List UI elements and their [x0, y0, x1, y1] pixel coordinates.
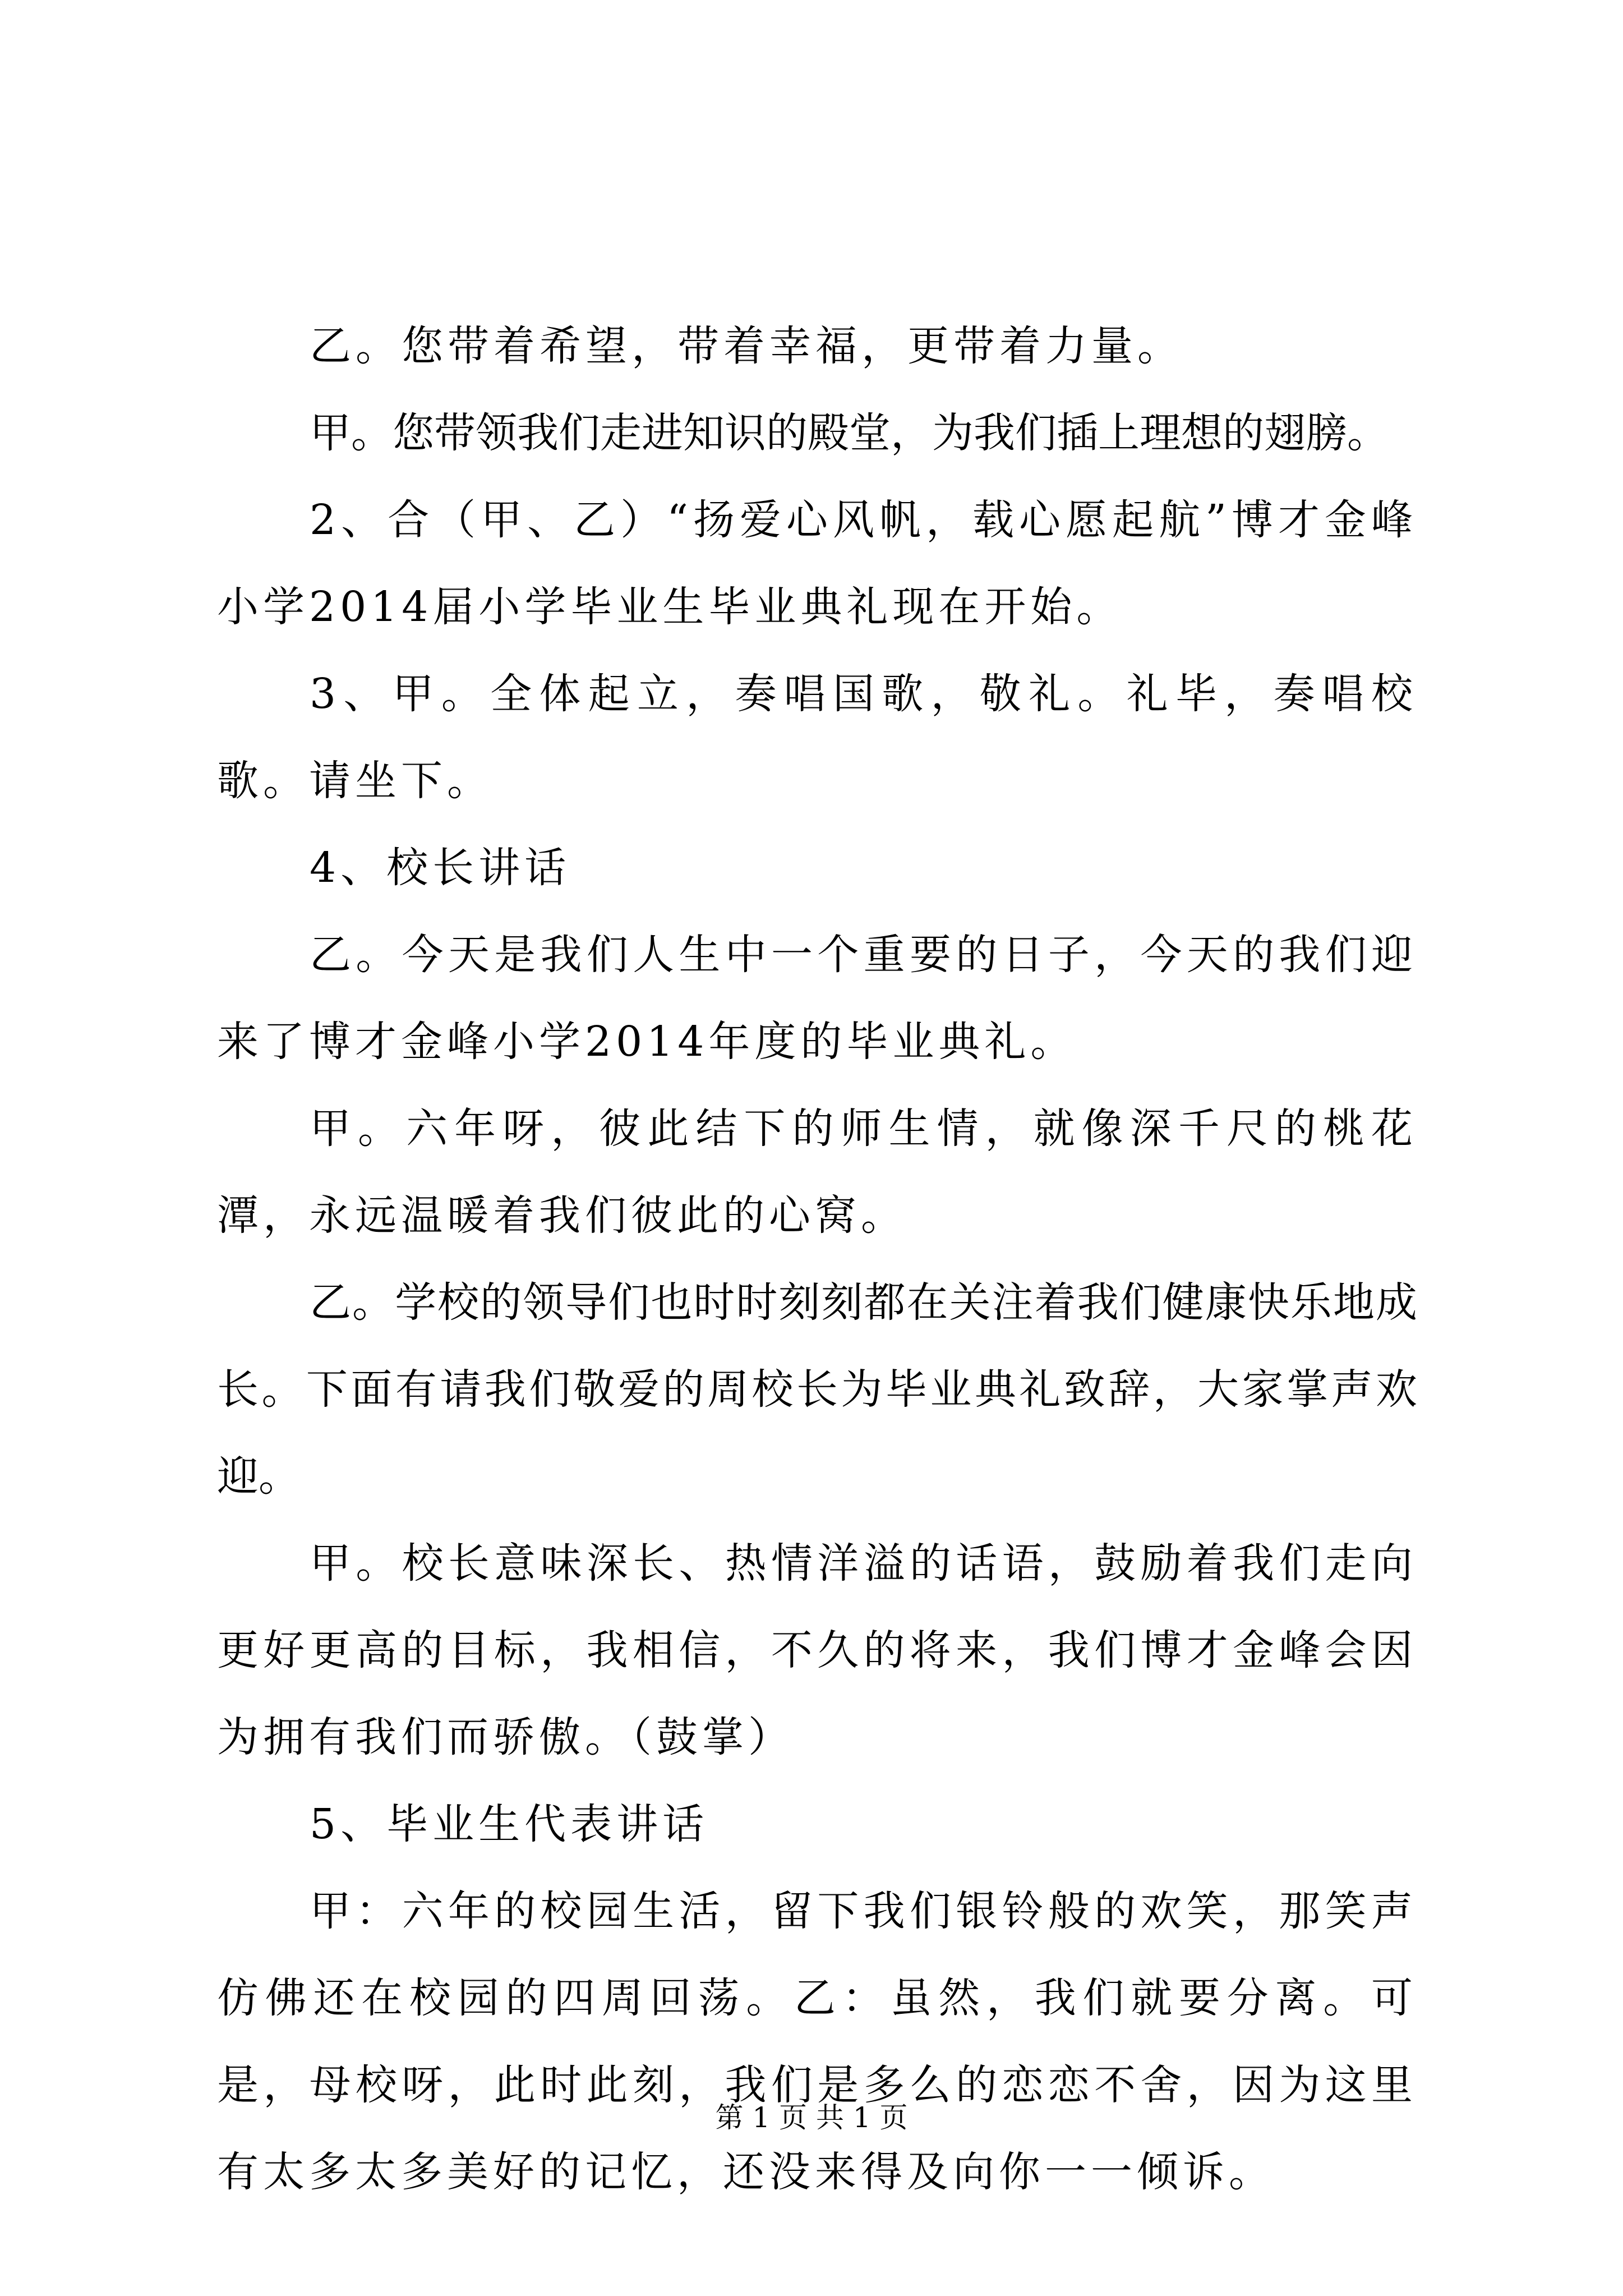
paragraph: 5、毕业生代表讲话	[310, 1800, 709, 1848]
paragraph: 4、校长讲话	[310, 844, 571, 892]
document-body	[217, 303, 1417, 2216]
paragraph: 甲。您带领我们走进知识的殿堂，为我们插上理想的翅膀。	[310, 409, 1389, 457]
paragraph: 3、甲。全体起立，奏唱国歌，敬礼。礼毕，奏唱校歌。请坐下。	[217, 670, 1417, 805]
paragraph: 甲。校长意味深长、热情洋溢的话语，鼓励着我们走向更好更高的目标，我相信，不久的将来，我们博才金峰会因为拥有我们而骄傲。（鼓掌）	[217, 1539, 1417, 1761]
paragraph: 乙。学校的领导们也时时刻刻都在关注着我们健康快乐地成长。下面有请我们敬爱的周校长为毕业典礼致辞，大家掌声欢迎。	[217, 1278, 1417, 1501]
paragraph: 乙。您带着希望，带着幸福，更带着力量。	[310, 322, 1183, 370]
paragraph: 甲：六年的校园生活，留下我们银铃般的欢笑，那笑声仿佛还在校园的四周回荡。乙：虽然，我们就要分离。可是，母校呀，此时此刻，我们是多么的恋恋不舍，因为这里有太多太多美好的记忆，还没来得及向你一一倾诉。	[217, 1887, 1417, 2196]
paragraph: 乙。今天是我们人生中一个重要的日子，今天的我们迎来了博才金峰小学2014年度的毕业典礼。	[217, 931, 1417, 1066]
paragraph: 甲。六年呀，彼此结下的师生情，就像深千尺的桃花潭，永远温暖着我们彼此的心窝。	[217, 1105, 1417, 1240]
page-footer: 第 1 页 共 1 页	[715, 2101, 908, 2134]
paragraph: 2、合（甲、乙）“扬爱心风帆，载心愿起航”博才金峰小学2014届小学毕业生毕业典礼现在开始。	[217, 496, 1417, 631]
